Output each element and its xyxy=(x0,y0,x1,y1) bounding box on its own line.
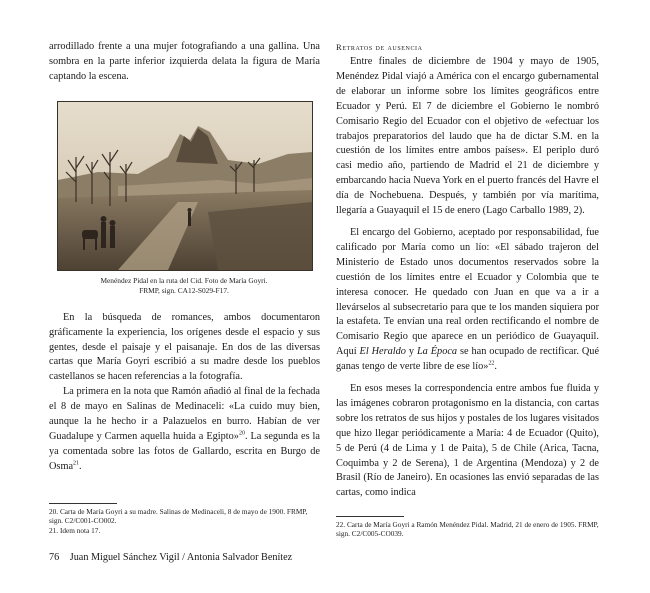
footnote-rule xyxy=(49,503,117,504)
newspaper-title: La Época xyxy=(416,346,458,358)
right-column xyxy=(336,40,599,501)
caption-line-1: Menéndez Pidal en la ruta del Cid. Foto de María Goyri. xyxy=(100,275,268,285)
footnote-ref-20: 20 xyxy=(238,430,245,437)
footnotes-right xyxy=(336,516,599,539)
left-paragraph-2: En la búsqueda de romances, ambos documentaron gráficamente la experiencia, los orígenes desde el espacio y sus gentes, desde el paisaje y el paisanaje. En dos de las diversas cartas que María Goyri escribió a su madre desde los pueblos castellanos se hacen referencias a la fotografía. xyxy=(49,311,320,383)
page-number: 76 xyxy=(49,552,60,563)
text-run: . La segunda es la ya comentada sobre las fotos de Gallardo, escrita en Burgo de Osma xyxy=(49,430,320,472)
newspaper-title: El Heraldo xyxy=(359,346,406,358)
text-run: y xyxy=(405,346,417,358)
text-run: La primera en la nota que Ramón añadió al final de la fechada el 8 de mayo en Salinas de Medinaceli: «La cuido muy bien, aunque la he hecho ir a Palazuelos en burro. Habían de ver Guadalupe y Carmen aquella huida a Egipto» xyxy=(49,386,320,442)
right-paragraph-2 xyxy=(336,226,599,375)
text-run: El encargo del Gobierno, aceptado por responsabilidad, fue calificado por María como un lío: «El sábado trajeron del Ministerio de Estado unos documentos reservados sobre la cuestión de los límites entre el Ecuador y Colombia que te interesa conocer. He quedado con Juan en que va a ir a llevárselos al subsecretario para que te los manden siquiera por la estafeta. Te envían una real orden rectificando el nombre de Comisario Regio que aparece en un periódico de Guayaquil. Aquí xyxy=(336,226,599,358)
footnotes-left xyxy=(49,503,320,535)
figure xyxy=(57,101,311,297)
text-run: . xyxy=(79,460,82,472)
footnote-rule xyxy=(336,516,404,517)
footnote-ref-22: 22 xyxy=(488,360,495,367)
left-column xyxy=(49,40,320,475)
footnote-21: 21. Idem nota 17. xyxy=(49,525,101,535)
figure-caption xyxy=(57,276,311,297)
landscape-photo xyxy=(57,101,313,271)
footnote-22: 22. Carta de María Goyri a Ramón Menéndez Pidal. Madrid, 21 de enero de 1905. FRMP, sign. C2/C005-CO039. xyxy=(336,520,599,539)
text-run: . xyxy=(494,361,497,373)
left-paragraph-1: arrodillado frente a una mujer fotografiando a una gallina. Una sombra en la parte inferior izquierda delata la figura de María captando la escena. xyxy=(49,41,320,82)
caption-line-2: FRMP, sign. CA12-S029-F17. xyxy=(139,286,229,296)
section-header: Retratos de ausencia xyxy=(336,42,423,52)
page-footer xyxy=(49,552,292,563)
footer-authors: Juan Miguel Sánchez Vigil / Antonia Salvador Benítez xyxy=(69,552,293,563)
right-paragraph-1: Entre finales de diciembre de 1904 y mayo de 1905, Menéndez Pidal viajó a América con el encargo gubernamental de elaborar un informe sobre los límites geográficos entre Ecuador y Perú. El 7 de diciembre el Gobierno le nombró Comisario Regio del Ecuador con el objetivo de «efectuar los trabajos preparatorios del laudo que ha de dictar S.M. en la cuestión de los límites entre ambos países». El periplo duró casi medio año, partiendo de Madrid el 21 de diciembre y embarcando hacia Nueva York en el puerto francés del Havre el día de Nochebuena. Después, y también por vía marítima, llegaría a Guayaquil el 15 de enero (Lago Carballo 1989, 2). xyxy=(336,56,599,217)
footnote-20: 20. Carta de María Goyri a su madre. Salinas de Medinaceli, 8 de mayo de 1900. FRMP, sign. C2/C001-CO002. xyxy=(49,507,308,526)
text-run: se han ocupado de rectificar. Qué ganas tengo de verte libre de ese lío» xyxy=(336,346,600,373)
footnote-ref-21: 21 xyxy=(73,460,80,467)
right-paragraph-3: En esos meses la correspondencia entre ambos fue fluida y las imágenes cobraron protagonismo en la distancia, con cartas sobre los retratos de sus hijos y postales de los lugares visitados que hizo llegar periódicamente a María: 4 de Ecuador (Quito), 5 de Perú (4 de Lima y 1 de Paita), 5 de Chile (Arica, Tacna, Coquimba y 2 de Serena), 1 de Argentina (Mendoza) y 2 de Brasil (Río de Janeiro). En ocasiones las envió separadas de las cartas, como indica xyxy=(336,383,599,499)
left-paragraph-3 xyxy=(49,385,320,474)
